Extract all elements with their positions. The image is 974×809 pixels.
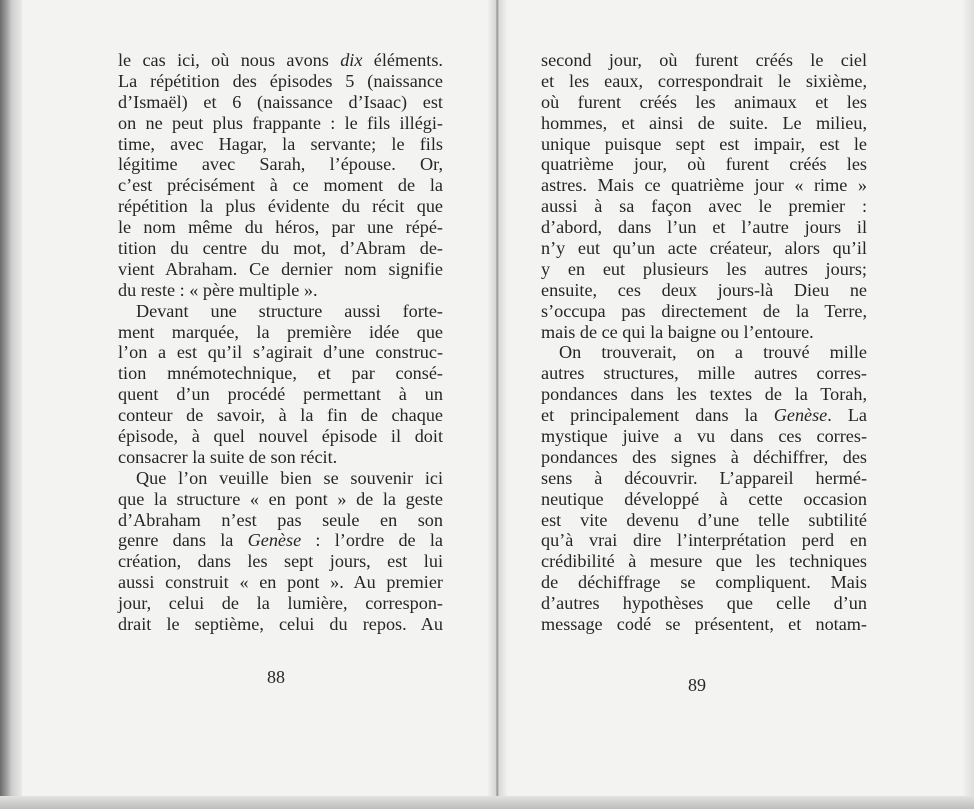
text-line <box>118 259 443 280</box>
page-edge <box>962 0 974 809</box>
line-text: c’est précisément à ce moment de la <box>118 175 443 196</box>
text-line <box>118 50 443 71</box>
line-text: : l’ordre de la <box>301 530 444 551</box>
line-text: Que l’on veuille bien se souvenir ici <box>136 467 443 488</box>
italic-text: Genèse <box>773 405 828 426</box>
line-text: time, avec Hagar, la servante; le fils <box>118 133 443 154</box>
text-line <box>118 92 443 113</box>
line-text: l’on a est qu’il s’agirait d’une construc- <box>118 342 443 363</box>
text-line <box>541 593 867 614</box>
text-line <box>118 384 443 405</box>
line-text: et principalement dans la <box>541 405 774 426</box>
text-line <box>118 551 443 572</box>
line-text: quent d’un procédé permettant à un <box>118 384 443 405</box>
text-line <box>118 322 443 343</box>
text-line <box>541 154 867 175</box>
line-text: consacrer la suite de son récit. <box>118 446 338 467</box>
line-text: et les eaux, correspondrait le sixième, <box>541 70 867 91</box>
line-text: second jour, où furent créés le ciel <box>541 50 867 70</box>
line-text: ensuite, ces deux jours-là Dieu ne <box>541 279 867 300</box>
line-text: conteur de savoir, à la fin de chaque <box>118 405 443 426</box>
line-text: épisode, à quel nouvel épisode il doit <box>118 426 443 447</box>
text-line <box>541 468 867 489</box>
line-text: d’Ismaël) et 6 (naissance d’Isaac) est <box>118 91 443 112</box>
text-line <box>541 50 867 71</box>
line-text: est vite devenu d’une telle subtilité <box>541 509 867 530</box>
text-line <box>118 196 443 217</box>
line-text: le cas ici, où nous avons <box>118 50 341 70</box>
text-line <box>118 614 443 635</box>
line-text: que la structure « en pont » de la geste <box>118 488 443 509</box>
book-edge <box>0 0 22 809</box>
text-line <box>541 301 867 322</box>
line-text: y en eut plusieurs les autres jours; <box>541 258 867 279</box>
text-line <box>118 113 443 134</box>
text-line <box>118 447 443 468</box>
scan-bottom-edge <box>0 796 974 809</box>
text-line <box>541 510 867 531</box>
line-text: neutique développé à cette occasion <box>541 488 867 509</box>
line-text: ment marquée, la première idée que <box>118 321 443 342</box>
page-number-right: 89 <box>688 675 706 695</box>
text-line <box>118 175 443 196</box>
line-text: qu’à vrai dire l’interprétation perd en <box>541 530 867 551</box>
line-text: vient Abraham. Ce dernier nom signifie <box>118 258 443 279</box>
line-text: autres structures, mille autres corres- <box>541 363 867 384</box>
text-line <box>118 405 443 426</box>
line-text: tion mnémotechnique, et par consé- <box>118 363 443 384</box>
text-line <box>541 426 867 447</box>
text-line <box>541 217 867 238</box>
text-line <box>541 196 867 217</box>
text-line <box>118 280 443 301</box>
line-text: jour, celui de la lumière, correspon- <box>118 593 443 614</box>
text-line <box>541 322 867 343</box>
line-text: crédibilité à mesure que les techniques <box>541 551 867 572</box>
right-page-text <box>541 50 867 635</box>
line-text: n’y eut qu’un acte créateur, alors qu’il <box>541 238 867 259</box>
text-line <box>541 489 867 510</box>
text-line <box>541 551 867 572</box>
text-line <box>118 238 443 259</box>
text-line <box>118 363 443 384</box>
line-text: message codé se présentent, et notam- <box>541 614 867 635</box>
line-text: création, dans les sept jours, est lui <box>118 551 443 572</box>
text-line <box>118 530 443 551</box>
text-line <box>541 342 867 363</box>
text-line <box>118 468 443 489</box>
line-text: répétition la plus évidente du récit que <box>118 196 443 217</box>
text-line <box>118 134 443 155</box>
book-gutter <box>488 0 508 809</box>
text-line <box>541 280 867 301</box>
text-line <box>541 175 867 196</box>
line-text: d’abord, dans l’un et l’autre jours il <box>541 217 867 238</box>
text-line <box>118 593 443 614</box>
line-text: La répétition des épisodes 5 (naissance <box>118 70 443 91</box>
text-line <box>118 342 443 363</box>
line-text: quatrième jour, où furent créés les <box>541 154 867 175</box>
italic-text: Genèse <box>247 530 302 551</box>
line-text: éléments. <box>362 50 443 70</box>
line-text: le nom même du héros, par une répé- <box>118 217 443 238</box>
text-line <box>541 384 867 405</box>
line-text: On trouverait, on a trouvé mille <box>559 342 867 363</box>
text-line <box>541 363 867 384</box>
text-line <box>541 92 867 113</box>
text-line <box>118 301 443 322</box>
line-text: pondances dans les textes de la Torah, <box>541 384 867 405</box>
line-text: . La <box>827 405 868 426</box>
text-line <box>118 426 443 447</box>
line-text: pondances des signes à déchiffrer, des <box>541 446 867 467</box>
line-text: d’autres hypothèses que celle d’un <box>541 593 867 614</box>
text-line <box>541 614 867 635</box>
line-text: du reste : « père multiple ». <box>118 279 318 300</box>
text-line <box>541 71 867 92</box>
text-line <box>541 530 867 551</box>
line-text: légitime avec Sarah, l’épouse. Or, <box>118 154 443 175</box>
text-line <box>541 113 867 134</box>
text-line <box>541 405 867 426</box>
line-text: aussi construit « en pont ». Au premier <box>118 572 443 593</box>
text-line <box>118 572 443 593</box>
italic-text: dix <box>340 50 363 70</box>
text-line <box>541 572 867 593</box>
line-text: tition du centre du mot, d’Abram de- <box>118 238 443 259</box>
line-text: mystique juive a vu dans ces corres- <box>541 426 867 447</box>
line-text: on ne peut plus frappante : le fils illégi- <box>118 112 443 133</box>
line-text: d’Abraham n’est pas seule en son <box>118 509 443 530</box>
line-text: où furent créés les animaux et les <box>541 91 867 112</box>
text-line <box>118 71 443 92</box>
line-text: Devant une structure aussi forte- <box>136 300 443 321</box>
text-line <box>118 510 443 531</box>
line-text: s’occupa pas directement de la Terre, <box>541 300 867 321</box>
line-text: astres. Mais ce quatrième jour « rime » <box>541 175 867 196</box>
line-text: mais de ce qui la baigne ou l’entoure. <box>541 321 814 342</box>
text-line <box>118 489 443 510</box>
line-text: sens à découvrir. L’appareil hermé- <box>541 467 867 488</box>
line-text: drait le septième, celui du repos. Au <box>118 614 443 635</box>
line-text: aussi à sa façon avec le premier : <box>541 196 867 217</box>
text-line <box>541 134 867 155</box>
line-text: unique puisque sept est impair, est le <box>541 133 867 154</box>
text-line <box>118 217 443 238</box>
text-line <box>541 447 867 468</box>
line-text: hommes, et ainsi de suite. Le milieu, <box>541 112 867 133</box>
text-line <box>541 238 867 259</box>
page-number-left: 88 <box>267 667 285 687</box>
line-text: de déchiffrage se compliquent. Mais <box>541 572 867 593</box>
left-page-text <box>118 50 443 635</box>
text-line <box>541 259 867 280</box>
line-text: genre dans la <box>118 530 248 551</box>
text-line <box>118 154 443 175</box>
